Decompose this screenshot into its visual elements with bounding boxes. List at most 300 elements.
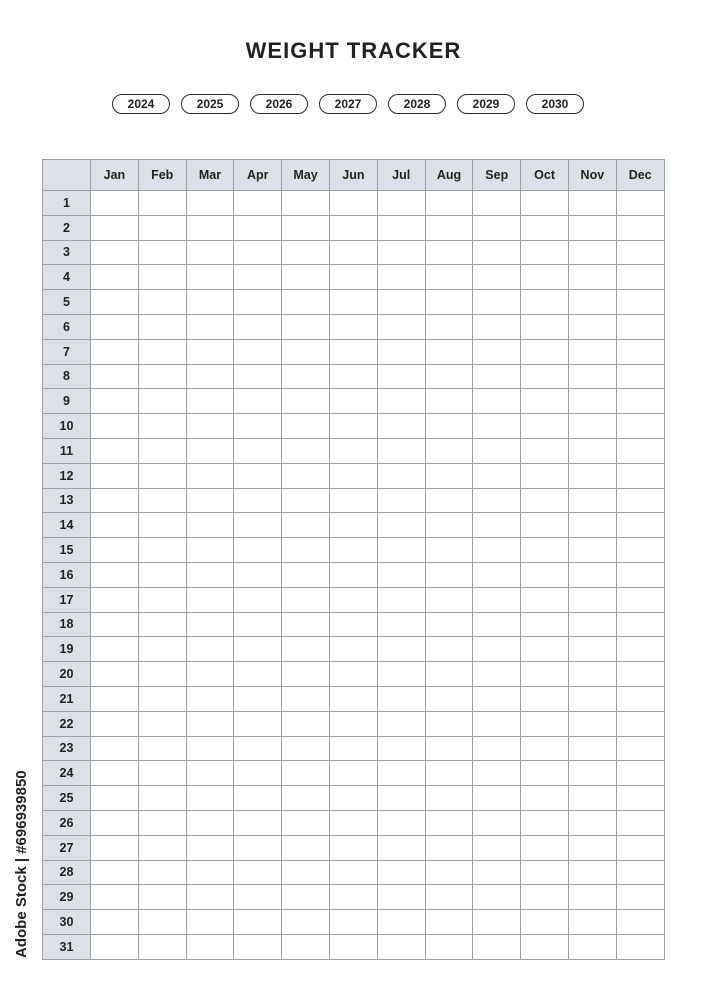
weight-entry-cell[interactable]: [234, 240, 282, 265]
weight-entry-cell[interactable]: [282, 513, 330, 538]
weight-entry-cell[interactable]: [425, 215, 473, 240]
weight-entry-cell[interactable]: [91, 835, 139, 860]
weight-entry-cell[interactable]: [377, 488, 425, 513]
weight-entry-cell[interactable]: [329, 191, 377, 216]
weight-entry-cell[interactable]: [234, 339, 282, 364]
weight-entry-cell[interactable]: [616, 612, 664, 637]
weight-entry-cell[interactable]: [425, 637, 473, 662]
weight-entry-cell[interactable]: [186, 488, 234, 513]
weight-entry-cell[interactable]: [616, 290, 664, 315]
weight-entry-cell[interactable]: [425, 562, 473, 587]
weight-entry-cell[interactable]: [329, 290, 377, 315]
weight-entry-cell[interactable]: [568, 314, 616, 339]
weight-entry-cell[interactable]: [521, 364, 569, 389]
weight-entry-cell[interactable]: [91, 265, 139, 290]
weight-entry-cell[interactable]: [91, 562, 139, 587]
weight-entry-cell[interactable]: [329, 835, 377, 860]
year-pill[interactable]: 2025: [181, 94, 239, 114]
weight-entry-cell[interactable]: [329, 885, 377, 910]
weight-entry-cell[interactable]: [521, 711, 569, 736]
weight-entry-cell[interactable]: [521, 786, 569, 811]
weight-entry-cell[interactable]: [282, 761, 330, 786]
weight-entry-cell[interactable]: [138, 835, 186, 860]
weight-entry-cell[interactable]: [186, 711, 234, 736]
weight-entry-cell[interactable]: [138, 711, 186, 736]
weight-entry-cell[interactable]: [186, 240, 234, 265]
weight-entry-cell[interactable]: [568, 860, 616, 885]
weight-entry-cell[interactable]: [377, 761, 425, 786]
weight-entry-cell[interactable]: [91, 438, 139, 463]
weight-entry-cell[interactable]: [186, 290, 234, 315]
weight-entry-cell[interactable]: [282, 191, 330, 216]
weight-entry-cell[interactable]: [425, 885, 473, 910]
weight-entry-cell[interactable]: [234, 587, 282, 612]
weight-entry-cell[interactable]: [91, 191, 139, 216]
weight-entry-cell[interactable]: [616, 240, 664, 265]
weight-entry-cell[interactable]: [568, 414, 616, 439]
weight-entry-cell[interactable]: [282, 463, 330, 488]
weight-entry-cell[interactable]: [91, 215, 139, 240]
weight-entry-cell[interactable]: [473, 885, 521, 910]
weight-entry-cell[interactable]: [568, 364, 616, 389]
weight-entry-cell[interactable]: [138, 463, 186, 488]
weight-entry-cell[interactable]: [521, 686, 569, 711]
weight-entry-cell[interactable]: [234, 191, 282, 216]
weight-entry-cell[interactable]: [282, 562, 330, 587]
weight-entry-cell[interactable]: [521, 513, 569, 538]
weight-entry-cell[interactable]: [234, 513, 282, 538]
weight-entry-cell[interactable]: [234, 290, 282, 315]
weight-entry-cell[interactable]: [91, 389, 139, 414]
weight-entry-cell[interactable]: [377, 389, 425, 414]
weight-entry-cell[interactable]: [473, 538, 521, 563]
weight-entry-cell[interactable]: [521, 488, 569, 513]
weight-entry-cell[interactable]: [234, 265, 282, 290]
weight-entry-cell[interactable]: [568, 810, 616, 835]
weight-entry-cell[interactable]: [186, 786, 234, 811]
weight-entry-cell[interactable]: [425, 414, 473, 439]
weight-entry-cell[interactable]: [91, 364, 139, 389]
weight-entry-cell[interactable]: [138, 290, 186, 315]
weight-entry-cell[interactable]: [329, 934, 377, 959]
weight-entry-cell[interactable]: [616, 364, 664, 389]
weight-entry-cell[interactable]: [616, 761, 664, 786]
weight-entry-cell[interactable]: [425, 438, 473, 463]
weight-entry-cell[interactable]: [329, 637, 377, 662]
weight-entry-cell[interactable]: [568, 761, 616, 786]
weight-entry-cell[interactable]: [616, 885, 664, 910]
weight-entry-cell[interactable]: [138, 414, 186, 439]
weight-entry-cell[interactable]: [521, 290, 569, 315]
weight-entry-cell[interactable]: [329, 662, 377, 687]
weight-entry-cell[interactable]: [425, 686, 473, 711]
weight-entry-cell[interactable]: [186, 438, 234, 463]
weight-entry-cell[interactable]: [329, 860, 377, 885]
weight-entry-cell[interactable]: [377, 438, 425, 463]
weight-entry-cell[interactable]: [234, 463, 282, 488]
weight-entry-cell[interactable]: [425, 662, 473, 687]
weight-entry-cell[interactable]: [473, 438, 521, 463]
weight-entry-cell[interactable]: [138, 860, 186, 885]
weight-entry-cell[interactable]: [568, 910, 616, 935]
weight-entry-cell[interactable]: [186, 612, 234, 637]
weight-entry-cell[interactable]: [425, 364, 473, 389]
weight-entry-cell[interactable]: [473, 612, 521, 637]
weight-entry-cell[interactable]: [568, 686, 616, 711]
weight-entry-cell[interactable]: [521, 215, 569, 240]
weight-entry-cell[interactable]: [138, 314, 186, 339]
weight-entry-cell[interactable]: [473, 587, 521, 612]
weight-entry-cell[interactable]: [329, 736, 377, 761]
weight-entry-cell[interactable]: [234, 488, 282, 513]
weight-entry-cell[interactable]: [473, 389, 521, 414]
weight-entry-cell[interactable]: [521, 191, 569, 216]
weight-entry-cell[interactable]: [282, 686, 330, 711]
weight-entry-cell[interactable]: [568, 389, 616, 414]
weight-entry-cell[interactable]: [234, 538, 282, 563]
weight-entry-cell[interactable]: [425, 488, 473, 513]
weight-entry-cell[interactable]: [568, 488, 616, 513]
weight-entry-cell[interactable]: [473, 860, 521, 885]
weight-entry-cell[interactable]: [377, 538, 425, 563]
weight-entry-cell[interactable]: [282, 438, 330, 463]
weight-entry-cell[interactable]: [377, 910, 425, 935]
weight-entry-cell[interactable]: [473, 191, 521, 216]
weight-entry-cell[interactable]: [282, 314, 330, 339]
weight-entry-cell[interactable]: [568, 786, 616, 811]
weight-entry-cell[interactable]: [473, 290, 521, 315]
weight-entry-cell[interactable]: [282, 240, 330, 265]
weight-entry-cell[interactable]: [616, 414, 664, 439]
weight-entry-cell[interactable]: [616, 587, 664, 612]
weight-entry-cell[interactable]: [425, 513, 473, 538]
weight-entry-cell[interactable]: [521, 612, 569, 637]
weight-entry-cell[interactable]: [282, 662, 330, 687]
weight-entry-cell[interactable]: [138, 587, 186, 612]
weight-entry-cell[interactable]: [568, 463, 616, 488]
weight-entry-cell[interactable]: [473, 215, 521, 240]
weight-entry-cell[interactable]: [282, 339, 330, 364]
weight-entry-cell[interactable]: [234, 711, 282, 736]
weight-entry-cell[interactable]: [186, 761, 234, 786]
weight-entry-cell[interactable]: [234, 612, 282, 637]
weight-entry-cell[interactable]: [568, 637, 616, 662]
weight-entry-cell[interactable]: [282, 290, 330, 315]
weight-entry-cell[interactable]: [186, 314, 234, 339]
weight-entry-cell[interactable]: [521, 910, 569, 935]
weight-entry-cell[interactable]: [186, 538, 234, 563]
weight-entry-cell[interactable]: [234, 736, 282, 761]
weight-entry-cell[interactable]: [377, 711, 425, 736]
weight-entry-cell[interactable]: [234, 562, 282, 587]
weight-entry-cell[interactable]: [616, 438, 664, 463]
weight-entry-cell[interactable]: [568, 736, 616, 761]
weight-entry-cell[interactable]: [521, 637, 569, 662]
weight-entry-cell[interactable]: [521, 389, 569, 414]
weight-entry-cell[interactable]: [138, 240, 186, 265]
weight-entry-cell[interactable]: [91, 488, 139, 513]
weight-entry-cell[interactable]: [329, 488, 377, 513]
weight-entry-cell[interactable]: [186, 662, 234, 687]
weight-entry-cell[interactable]: [473, 761, 521, 786]
weight-entry-cell[interactable]: [91, 786, 139, 811]
weight-entry-cell[interactable]: [234, 389, 282, 414]
weight-entry-cell[interactable]: [329, 761, 377, 786]
weight-entry-cell[interactable]: [91, 711, 139, 736]
weight-entry-cell[interactable]: [329, 215, 377, 240]
weight-entry-cell[interactable]: [377, 934, 425, 959]
weight-entry-cell[interactable]: [425, 761, 473, 786]
weight-entry-cell[interactable]: [282, 637, 330, 662]
weight-entry-cell[interactable]: [138, 562, 186, 587]
weight-entry-cell[interactable]: [329, 786, 377, 811]
weight-entry-cell[interactable]: [521, 562, 569, 587]
weight-entry-cell[interactable]: [282, 885, 330, 910]
weight-entry-cell[interactable]: [616, 538, 664, 563]
weight-entry-cell[interactable]: [234, 910, 282, 935]
weight-entry-cell[interactable]: [186, 389, 234, 414]
weight-entry-cell[interactable]: [282, 736, 330, 761]
weight-entry-cell[interactable]: [521, 438, 569, 463]
weight-entry-cell[interactable]: [186, 463, 234, 488]
weight-entry-cell[interactable]: [473, 686, 521, 711]
weight-entry-cell[interactable]: [234, 810, 282, 835]
weight-entry-cell[interactable]: [138, 910, 186, 935]
year-pill[interactable]: 2028: [388, 94, 446, 114]
weight-entry-cell[interactable]: [377, 364, 425, 389]
weight-entry-cell[interactable]: [234, 761, 282, 786]
weight-entry-cell[interactable]: [282, 810, 330, 835]
weight-entry-cell[interactable]: [138, 215, 186, 240]
weight-entry-cell[interactable]: [138, 339, 186, 364]
weight-entry-cell[interactable]: [138, 612, 186, 637]
weight-entry-cell[interactable]: [521, 835, 569, 860]
weight-entry-cell[interactable]: [473, 240, 521, 265]
weight-entry-cell[interactable]: [91, 463, 139, 488]
weight-entry-cell[interactable]: [186, 587, 234, 612]
weight-entry-cell[interactable]: [473, 314, 521, 339]
weight-entry-cell[interactable]: [91, 910, 139, 935]
weight-entry-cell[interactable]: [186, 885, 234, 910]
year-pill[interactable]: 2024: [112, 94, 170, 114]
weight-entry-cell[interactable]: [282, 364, 330, 389]
weight-entry-cell[interactable]: [473, 786, 521, 811]
weight-entry-cell[interactable]: [568, 612, 616, 637]
weight-entry-cell[interactable]: [425, 538, 473, 563]
weight-entry-cell[interactable]: [616, 860, 664, 885]
weight-entry-cell[interactable]: [616, 662, 664, 687]
weight-entry-cell[interactable]: [616, 488, 664, 513]
weight-entry-cell[interactable]: [282, 860, 330, 885]
weight-entry-cell[interactable]: [138, 364, 186, 389]
weight-entry-cell[interactable]: [91, 885, 139, 910]
weight-entry-cell[interactable]: [616, 736, 664, 761]
weight-entry-cell[interactable]: [186, 810, 234, 835]
weight-entry-cell[interactable]: [329, 612, 377, 637]
weight-entry-cell[interactable]: [282, 934, 330, 959]
weight-entry-cell[interactable]: [568, 538, 616, 563]
weight-entry-cell[interactable]: [425, 314, 473, 339]
weight-entry-cell[interactable]: [425, 240, 473, 265]
weight-entry-cell[interactable]: [616, 786, 664, 811]
weight-entry-cell[interactable]: [138, 637, 186, 662]
weight-entry-cell[interactable]: [91, 414, 139, 439]
year-pill[interactable]: 2026: [250, 94, 308, 114]
weight-entry-cell[interactable]: [186, 686, 234, 711]
weight-entry-cell[interactable]: [568, 265, 616, 290]
weight-entry-cell[interactable]: [616, 265, 664, 290]
weight-entry-cell[interactable]: [138, 538, 186, 563]
weight-entry-cell[interactable]: [377, 314, 425, 339]
weight-entry-cell[interactable]: [616, 711, 664, 736]
weight-entry-cell[interactable]: [234, 662, 282, 687]
weight-entry-cell[interactable]: [616, 835, 664, 860]
weight-entry-cell[interactable]: [234, 314, 282, 339]
weight-entry-cell[interactable]: [521, 860, 569, 885]
weight-entry-cell[interactable]: [568, 240, 616, 265]
weight-entry-cell[interactable]: [568, 290, 616, 315]
weight-entry-cell[interactable]: [282, 587, 330, 612]
weight-entry-cell[interactable]: [377, 662, 425, 687]
weight-entry-cell[interactable]: [329, 240, 377, 265]
weight-entry-cell[interactable]: [473, 711, 521, 736]
weight-entry-cell[interactable]: [521, 240, 569, 265]
weight-entry-cell[interactable]: [329, 711, 377, 736]
weight-entry-cell[interactable]: [616, 562, 664, 587]
weight-entry-cell[interactable]: [425, 389, 473, 414]
weight-entry-cell[interactable]: [377, 240, 425, 265]
weight-entry-cell[interactable]: [377, 612, 425, 637]
weight-entry-cell[interactable]: [521, 761, 569, 786]
weight-entry-cell[interactable]: [282, 488, 330, 513]
weight-entry-cell[interactable]: [521, 463, 569, 488]
weight-entry-cell[interactable]: [616, 191, 664, 216]
weight-entry-cell[interactable]: [568, 711, 616, 736]
weight-entry-cell[interactable]: [616, 215, 664, 240]
weight-entry-cell[interactable]: [377, 860, 425, 885]
weight-entry-cell[interactable]: [425, 786, 473, 811]
weight-entry-cell[interactable]: [138, 191, 186, 216]
weight-entry-cell[interactable]: [91, 637, 139, 662]
weight-entry-cell[interactable]: [138, 438, 186, 463]
year-pill[interactable]: 2030: [526, 94, 584, 114]
weight-entry-cell[interactable]: [91, 538, 139, 563]
weight-entry-cell[interactable]: [473, 736, 521, 761]
weight-entry-cell[interactable]: [425, 463, 473, 488]
year-pill[interactable]: 2027: [319, 94, 377, 114]
weight-entry-cell[interactable]: [616, 339, 664, 364]
weight-entry-cell[interactable]: [282, 835, 330, 860]
weight-entry-cell[interactable]: [473, 364, 521, 389]
weight-entry-cell[interactable]: [282, 538, 330, 563]
weight-entry-cell[interactable]: [377, 637, 425, 662]
weight-entry-cell[interactable]: [234, 786, 282, 811]
weight-entry-cell[interactable]: [138, 488, 186, 513]
weight-entry-cell[interactable]: [568, 339, 616, 364]
weight-entry-cell[interactable]: [377, 885, 425, 910]
weight-entry-cell[interactable]: [138, 736, 186, 761]
weight-entry-cell[interactable]: [234, 414, 282, 439]
weight-entry-cell[interactable]: [377, 463, 425, 488]
weight-entry-cell[interactable]: [568, 835, 616, 860]
weight-entry-cell[interactable]: [616, 637, 664, 662]
weight-entry-cell[interactable]: [377, 835, 425, 860]
weight-entry-cell[interactable]: [568, 885, 616, 910]
weight-entry-cell[interactable]: [186, 215, 234, 240]
weight-entry-cell[interactable]: [186, 191, 234, 216]
weight-entry-cell[interactable]: [425, 736, 473, 761]
weight-entry-cell[interactable]: [568, 191, 616, 216]
weight-entry-cell[interactable]: [616, 389, 664, 414]
weight-entry-cell[interactable]: [186, 637, 234, 662]
weight-entry-cell[interactable]: [234, 835, 282, 860]
weight-entry-cell[interactable]: [186, 736, 234, 761]
weight-entry-cell[interactable]: [186, 364, 234, 389]
weight-entry-cell[interactable]: [568, 438, 616, 463]
weight-entry-cell[interactable]: [91, 686, 139, 711]
weight-entry-cell[interactable]: [568, 587, 616, 612]
weight-entry-cell[interactable]: [425, 587, 473, 612]
weight-entry-cell[interactable]: [234, 438, 282, 463]
weight-entry-cell[interactable]: [138, 265, 186, 290]
weight-entry-cell[interactable]: [425, 934, 473, 959]
weight-entry-cell[interactable]: [473, 562, 521, 587]
weight-entry-cell[interactable]: [234, 686, 282, 711]
weight-entry-cell[interactable]: [186, 513, 234, 538]
weight-entry-cell[interactable]: [377, 414, 425, 439]
weight-entry-cell[interactable]: [473, 835, 521, 860]
year-pill[interactable]: 2029: [457, 94, 515, 114]
weight-entry-cell[interactable]: [521, 736, 569, 761]
weight-entry-cell[interactable]: [329, 414, 377, 439]
weight-entry-cell[interactable]: [473, 934, 521, 959]
weight-entry-cell[interactable]: [521, 587, 569, 612]
weight-entry-cell[interactable]: [473, 662, 521, 687]
weight-entry-cell[interactable]: [473, 513, 521, 538]
weight-entry-cell[interactable]: [234, 364, 282, 389]
weight-entry-cell[interactable]: [329, 686, 377, 711]
weight-entry-cell[interactable]: [91, 314, 139, 339]
weight-entry-cell[interactable]: [186, 414, 234, 439]
weight-entry-cell[interactable]: [568, 934, 616, 959]
weight-entry-cell[interactable]: [616, 910, 664, 935]
weight-entry-cell[interactable]: [425, 612, 473, 637]
weight-entry-cell[interactable]: [282, 389, 330, 414]
weight-entry-cell[interactable]: [282, 910, 330, 935]
weight-entry-cell[interactable]: [521, 265, 569, 290]
weight-entry-cell[interactable]: [568, 215, 616, 240]
weight-entry-cell[interactable]: [91, 934, 139, 959]
weight-entry-cell[interactable]: [568, 562, 616, 587]
weight-entry-cell[interactable]: [425, 265, 473, 290]
weight-entry-cell[interactable]: [425, 290, 473, 315]
weight-entry-cell[interactable]: [521, 662, 569, 687]
weight-entry-cell[interactable]: [186, 910, 234, 935]
weight-entry-cell[interactable]: [91, 339, 139, 364]
weight-entry-cell[interactable]: [329, 562, 377, 587]
weight-entry-cell[interactable]: [186, 860, 234, 885]
weight-entry-cell[interactable]: [282, 414, 330, 439]
weight-entry-cell[interactable]: [282, 711, 330, 736]
weight-entry-cell[interactable]: [521, 810, 569, 835]
weight-entry-cell[interactable]: [138, 934, 186, 959]
weight-entry-cell[interactable]: [377, 339, 425, 364]
weight-entry-cell[interactable]: [473, 910, 521, 935]
weight-entry-cell[interactable]: [521, 414, 569, 439]
weight-entry-cell[interactable]: [568, 662, 616, 687]
weight-entry-cell[interactable]: [377, 265, 425, 290]
weight-entry-cell[interactable]: [425, 711, 473, 736]
